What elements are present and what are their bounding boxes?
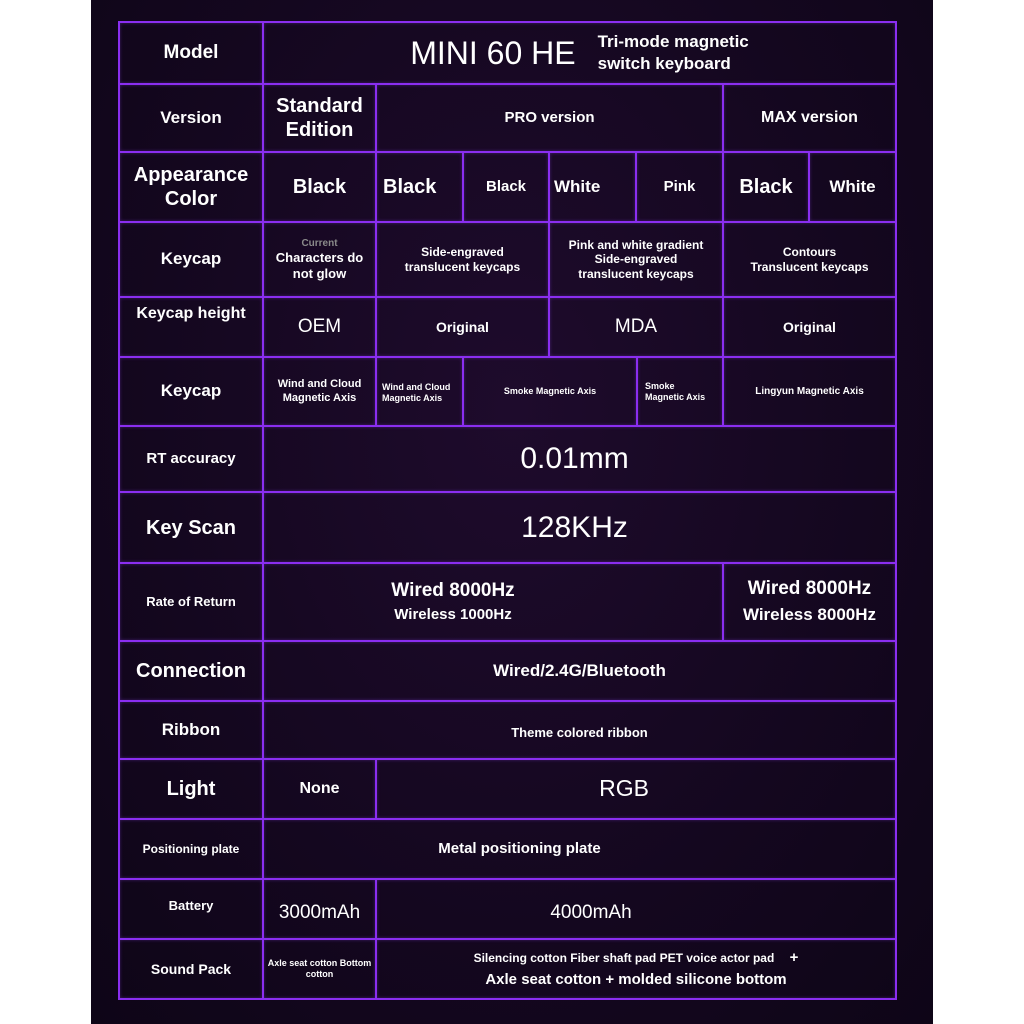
version-standard: Standard Edition xyxy=(262,83,377,153)
appearance-color: Black xyxy=(375,151,464,223)
appearance-color: Pink xyxy=(635,151,724,223)
rate-of-return-max: Wired 8000Hz Wireless 8000Hz xyxy=(722,562,897,642)
ribbon-value: Theme colored ribbon xyxy=(262,700,897,760)
rt-accuracy-value: 0.01mm xyxy=(262,425,897,493)
keycap-height-value: MDA xyxy=(548,296,724,358)
sound-pack-label: Sound Pack xyxy=(118,938,264,1000)
keycap-label: Keycap xyxy=(118,221,264,298)
version-max: MAX version xyxy=(722,83,897,153)
appearance-color: Black xyxy=(722,151,810,223)
keycap-height-label: Keycap height xyxy=(118,296,264,358)
keycap-height-value: Original xyxy=(375,296,550,358)
battery-standard: 3000mAh xyxy=(262,878,377,940)
version-pro: PRO version xyxy=(375,83,724,153)
light-standard: None xyxy=(262,758,377,820)
switch-label: Keycap xyxy=(118,356,264,427)
model-name: MINI 60 HE xyxy=(410,34,576,71)
battery-others: 4000mAh xyxy=(375,878,897,940)
appearance-color: White xyxy=(548,151,637,223)
appearance-color: Black xyxy=(262,151,377,223)
sound-pack-others: Silencing cotton Fiber shaft pad PET voice actor pad + Axle seat cotton + molded silicone bottom xyxy=(375,938,897,1000)
ribbon-label: Ribbon xyxy=(118,700,264,760)
rate-of-return-label: Rate of Return xyxy=(118,562,264,642)
appearance-color: White xyxy=(808,151,897,223)
switch-max: Lingyun Magnetic Axis xyxy=(722,356,897,427)
model-label: Model xyxy=(118,21,264,85)
keycap-pro: Side-engraved translucent keycaps xyxy=(375,221,550,298)
switch-standard: Wind and Cloud Magnetic Axis xyxy=(262,356,377,427)
switch-pro-3: Smoke Magnetic Axis xyxy=(636,356,724,427)
keycap-height-value: OEM xyxy=(262,296,377,358)
keycap-pink: Pink and white gradient Side-engraved translucent keycaps xyxy=(548,221,724,298)
light-label: Light xyxy=(118,758,264,820)
connection-value: Wired/2.4G/Bluetooth xyxy=(262,640,897,702)
keycap-max: Contours Translucent keycaps xyxy=(722,221,897,298)
switch-pro-2: Smoke Magnetic Axis xyxy=(462,356,638,427)
keycap-height-value: Original xyxy=(722,296,897,358)
key-scan-label: Key Scan xyxy=(118,491,264,564)
rt-accuracy-label: RT accuracy xyxy=(118,425,264,493)
model-subtitle: Tri-mode magnetic switch keyboard xyxy=(597,31,749,73)
key-scan-value: 128KHz xyxy=(262,491,897,564)
light-others: RGB xyxy=(375,758,897,820)
appearance-color: Black xyxy=(462,151,550,223)
model-value xyxy=(262,21,897,85)
connection-label: Connection xyxy=(118,640,264,702)
positioning-plate-label: Positioning plate xyxy=(118,818,264,880)
sound-pack-standard: Axle seat cotton Bottom cotton xyxy=(262,938,377,1000)
keycap-standard: Current Characters do not glow xyxy=(262,221,377,298)
rate-of-return-standard: Wired 8000Hz Wireless 1000Hz xyxy=(262,562,724,642)
appearance-label: Appearance Color xyxy=(118,151,264,223)
positioning-plate-value: Metal positioning plate xyxy=(262,818,897,880)
battery-label: Battery xyxy=(118,878,264,940)
switch-pro-1: Wind and Cloud Magnetic Axis xyxy=(375,356,464,427)
version-label: Version xyxy=(118,83,264,153)
